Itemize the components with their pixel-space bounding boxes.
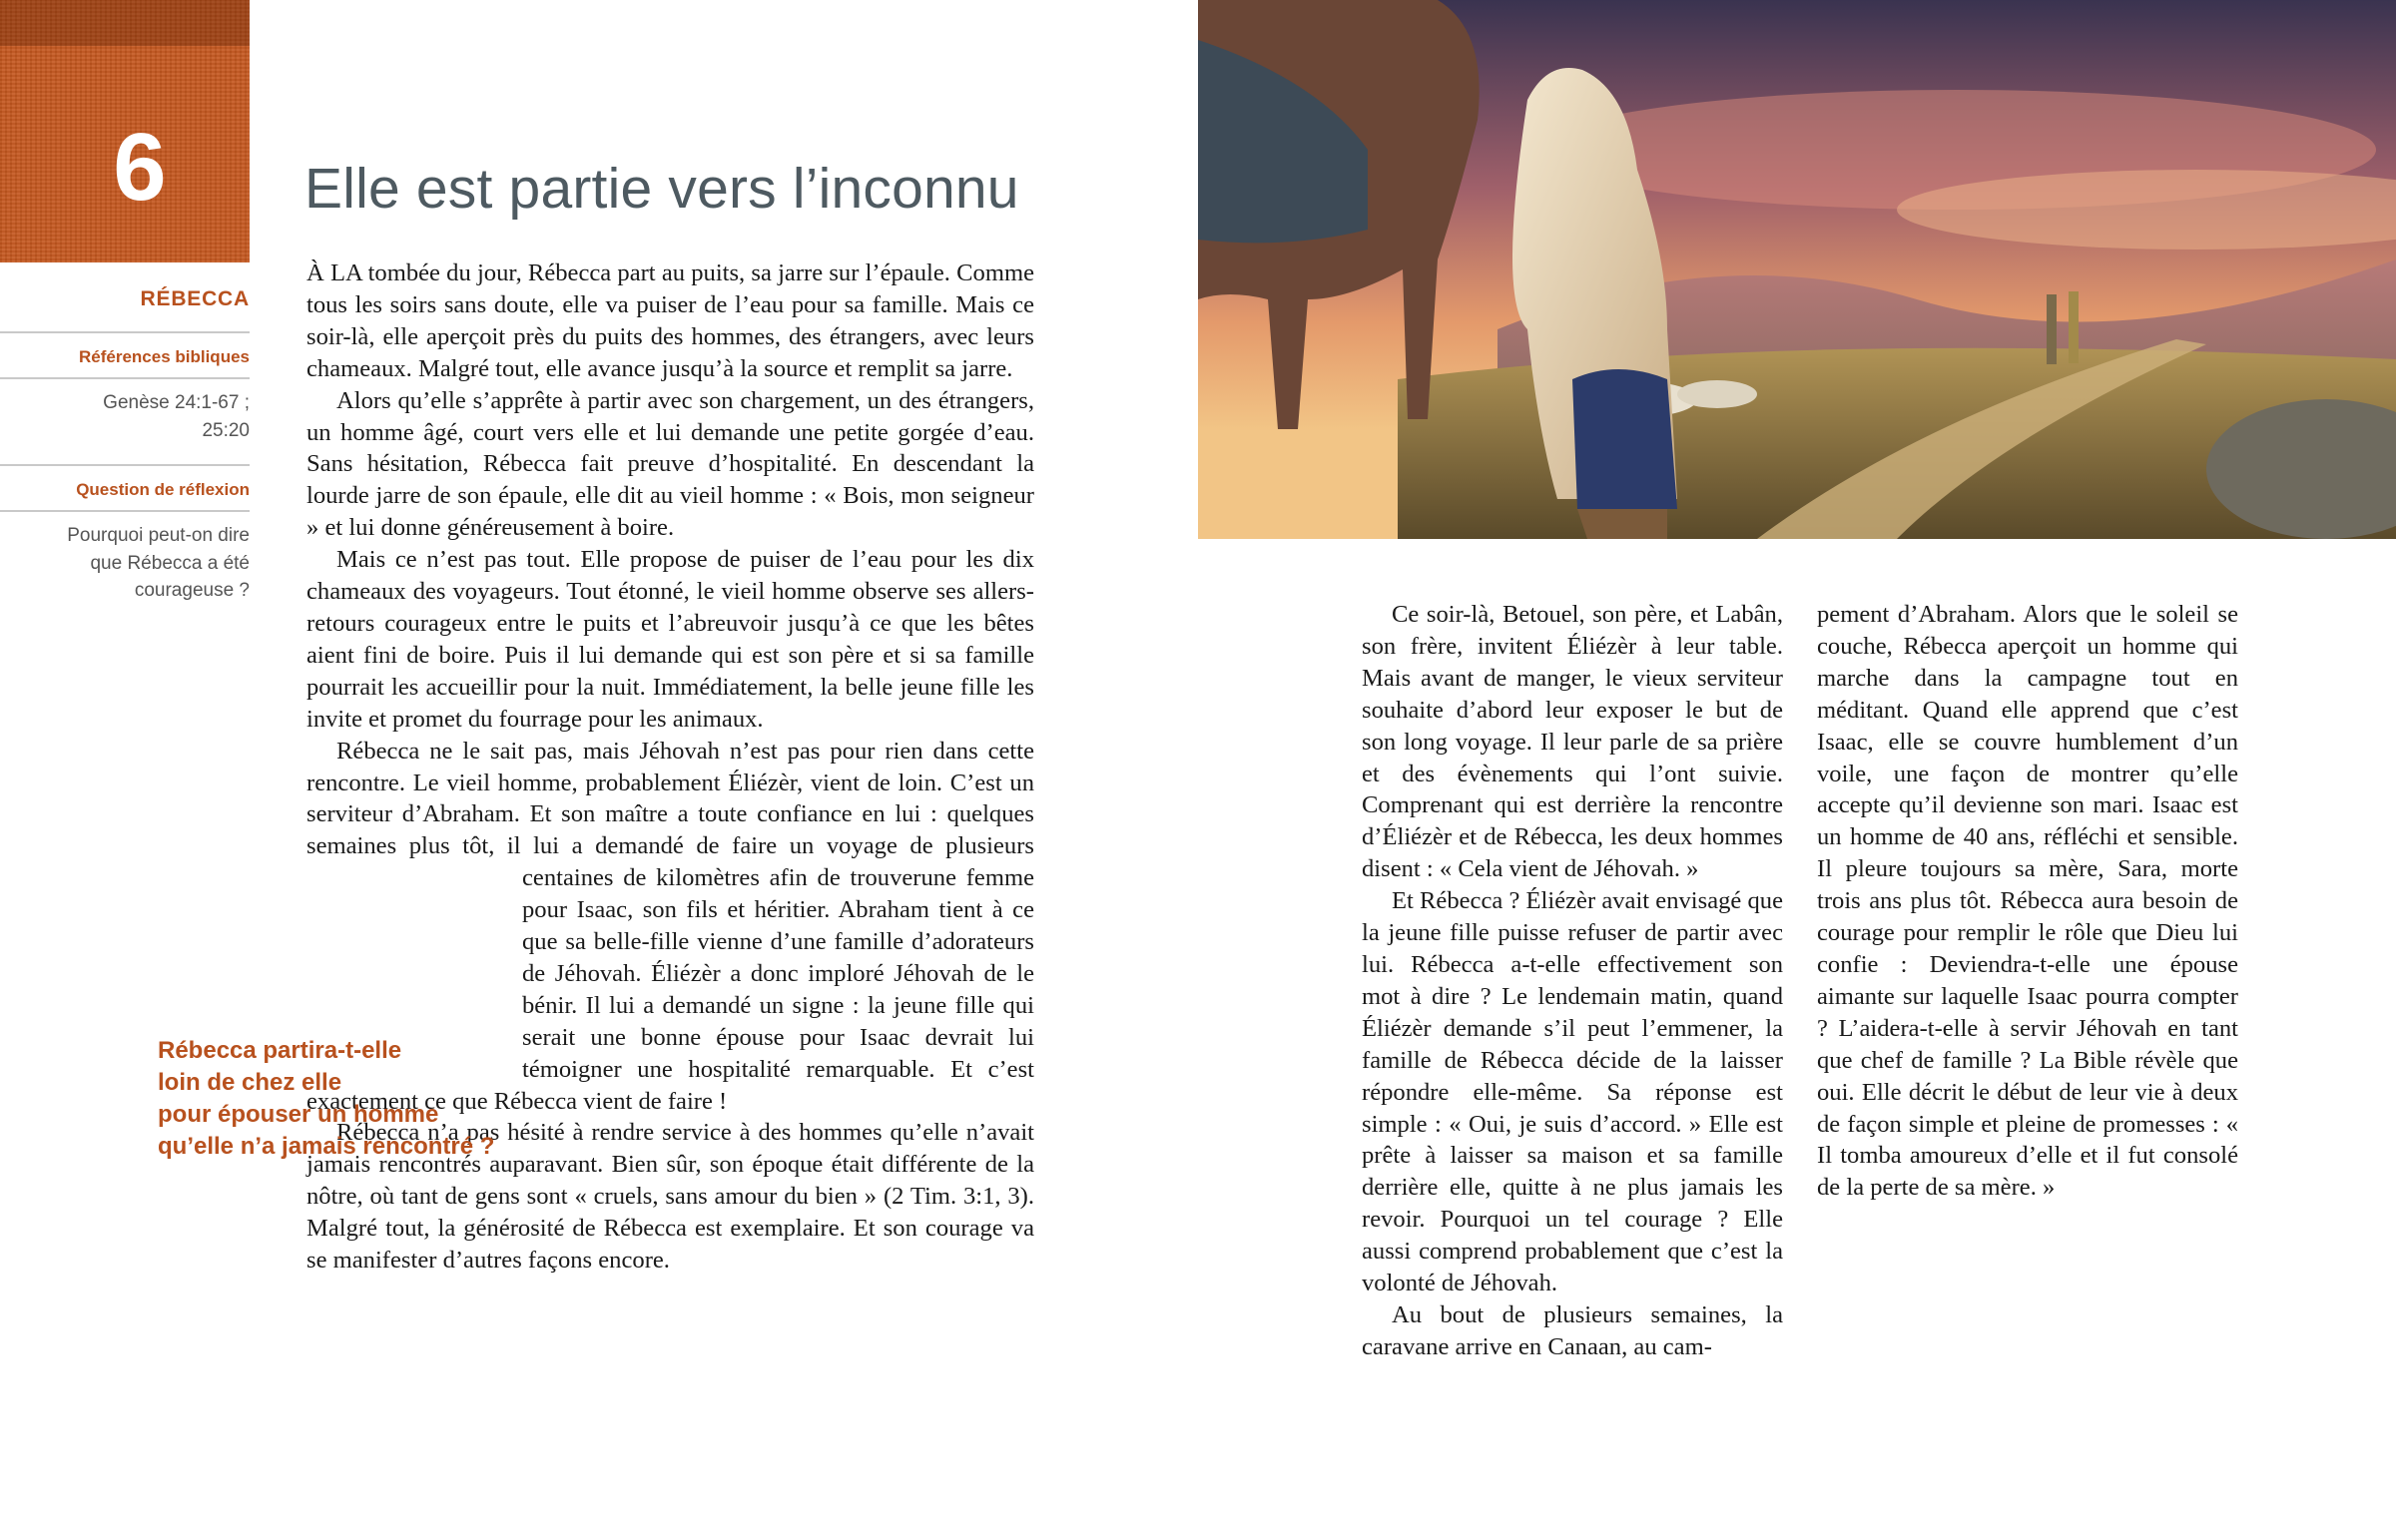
- woman-skirt: [1572, 369, 1677, 509]
- reflection-question-line: que Rébecca a été: [90, 552, 250, 574]
- bible-reference-line: Genèse 24:1-67 ;: [103, 392, 250, 413]
- paragraph: Alors qu’elle s’apprête à partir avec son chargement, un des étrangers, un homme âgé, court vers elle et lui demande une petite gorgée d’eau. Sans hésitation, Rébecca fait preuve d’hospitalité. En descendant la lourde jarre de son épaule, elle dit au vieil homme : « Bois, mon seigneur » et lui donne généreusement à boire.: [306, 386, 1034, 542]
- paragraph: pement d’Abraham. Alors que le soleil se couche, Rébecca aperçoit un homme qui marche dans la campagne tout en méditant. Quand elle apprend que c’est Isaac, elle se couvre humblement d’un voile, une façon de montrer qu’elle accepte qu’il devienne son mari. Isaac est un homme de 40 ans, réfléchi et sensible. Il pleure toujours sa mère, Sara, morte trois ans plus tôt. Rébecca aura besoin de courage pour remplir le rôle que Dieu lui confie : Deviendra-t-elle une épouse aimante sur laquelle Isaac pourra compter ? L’aidera-t-elle à servir Jéhovah en tant que chef de famille ? La Bible révèle que oui. Elle décrit le début de leur vie à deux de façon simple et pleine de promesses : « Il tomba amoureux d’elle et il fut consolé de la perte de sa mère. »: [1817, 601, 2238, 1202]
- illustration-artwork: [1198, 0, 2396, 539]
- reflection-question-line: Pourquoi peut-on dire: [67, 525, 250, 547]
- pullquote-space: [306, 866, 522, 1061]
- rebecca-camel-illustration: [1198, 0, 2396, 539]
- chapter-number: 6: [113, 114, 167, 221]
- distant-figure: [2047, 294, 2057, 364]
- bible-references-heading: Références bibliques: [78, 347, 250, 366]
- sidebar: [0, 287, 250, 615]
- sheep: [1677, 380, 1757, 408]
- paragraph-part: une femme pour Isaac, son fils et héritier. Abraham tient à ce que sa belle-fille vienne d’une famille d’adorateurs de Jéhovah. Éliézèr a donc imploré Jéhovah de le bénir. Il lui a demandé un signe : la jeune fille qui serait une bonne épouse pour Isaac devrait lui témoigner une hospitalité remarquable. Et c’est exactement ce que Rébecca vient de faire !: [306, 864, 1034, 1115]
- right-text-column-1: [1362, 599, 1783, 1363]
- paragraph: À LA tombée du jour, Rébecca part au puits, sa jarre sur l’épaule. Comme tous les soirs sans doute, elle va puiser de l’eau pour sa famille. Mais ce soir-là, elle aperçoit près du puits des hommes, des étrangers, avec leurs chameaux. Malgré tout, elle avance jusqu’à la source et remplit sa jarre.: [306, 259, 1034, 382]
- bible-reference-line: 25:20: [202, 419, 250, 441]
- sidebar-person-name: RÉBECCA: [140, 287, 250, 310]
- pull-quote-line: loin de chez elle: [158, 1069, 342, 1096]
- paragraph: Et Rébecca ? Éliézèr avait envisagé que la jeune fille puisse refuser de partir avec lui. Rébecca a-t-elle effectivement son mot à dire ? Le lendemain matin, quand Éliézèr demande s’il peut l’emmener, la famille de Rébecca décide de la laisser répondre elle-même. Sa réponse est simple : « Oui, je suis d’accord. » Elle est prête à laisser sa maison et sa famille derrière elle, quitte à ne plus jamais les revoir. Pourquoi un tel courage ? Elle aussi comprend probablement que c’est la volonté de Jéhovah.: [1362, 887, 1783, 1297]
- pull-quote-line: qu’elle n’a jamais rencontré ?: [158, 1133, 495, 1160]
- pull-quote: [158, 1035, 497, 1163]
- pull-quote-line: pour épouser un homme: [158, 1101, 439, 1128]
- reflection-question: [0, 512, 250, 615]
- reflection-question-heading: Question de réflexion: [76, 480, 250, 500]
- paragraph: Rébecca n’a pas hésité à rendre service à des hommes qu’elle n’avait jamais rencontrés auparavant. Bien sûr, son époque était différente de la nôtre, où tant de gens sont « cruels, sans amour du bien » (2 Tim. 3:1, 3). Malgré tout, la générosité de Rébecca est exemplaire. Et son courage va se manifester d’autres façons encore.: [306, 1119, 1034, 1275]
- woman-legs: [1577, 509, 1667, 539]
- paragraph: Au bout de plusieurs semaines, la caravane arrive en Canaan, au cam-: [1362, 1300, 1783, 1360]
- pull-quote-line: Rébecca partira-t-elle: [158, 1037, 402, 1064]
- paragraph-part: Rébecca ne le sait pas, mais Jéhovah n’est pas pour rien dans cette rencontre. Le vieil homme, probablement Éliézèr, vient de loin. C’est un serviteur d’Abraham. Et son maître a toute confiance en lui : quelques semaines plus tôt, il lui a demandé de faire un voyage de plusieurs centaines de kilomètres afin de trouver: [306, 737, 1034, 892]
- distant-figure: [2069, 291, 2079, 363]
- reflection-question-line: courageuse ?: [134, 580, 250, 602]
- paragraph: Ce soir-là, Betouel, son père, et Labân, son frère, invitent Éliézèr à leur table. Mais avant de manger, le vieux serviteur souhaite d’abord leur exposer le but de son long voyage. Il leur parle de sa prière et des évènements qui l’ont suivie. Comprenant qui est derrière la rencontre d’Éliézèr et de Rébecca, les deux hommes disent : « Cela vient de Jéhovah. »: [1362, 601, 1783, 883]
- chapter-title: Elle est partie vers l’inconnu: [304, 157, 1019, 221]
- paragraph: Mais ce n’est pas tout. Elle propose de puiser de l’eau pour les dix chameaux des voyageurs. Tout étonné, le vieil homme observe ses allers-retours courageux entre le puits et l’abreuvoir jusqu’à ce que les bêtes aient fini de boire. Puis il lui demande qui est son père et si sa famille pourrait les accueillir pour la nuit. Immédiatement, la belle jeune fille les invite et promet du fourrage pour les animaux.: [306, 546, 1034, 733]
- chapter-box-band: [0, 0, 250, 46]
- bible-references: [0, 379, 250, 464]
- right-text-column-2: [1817, 599, 2238, 1204]
